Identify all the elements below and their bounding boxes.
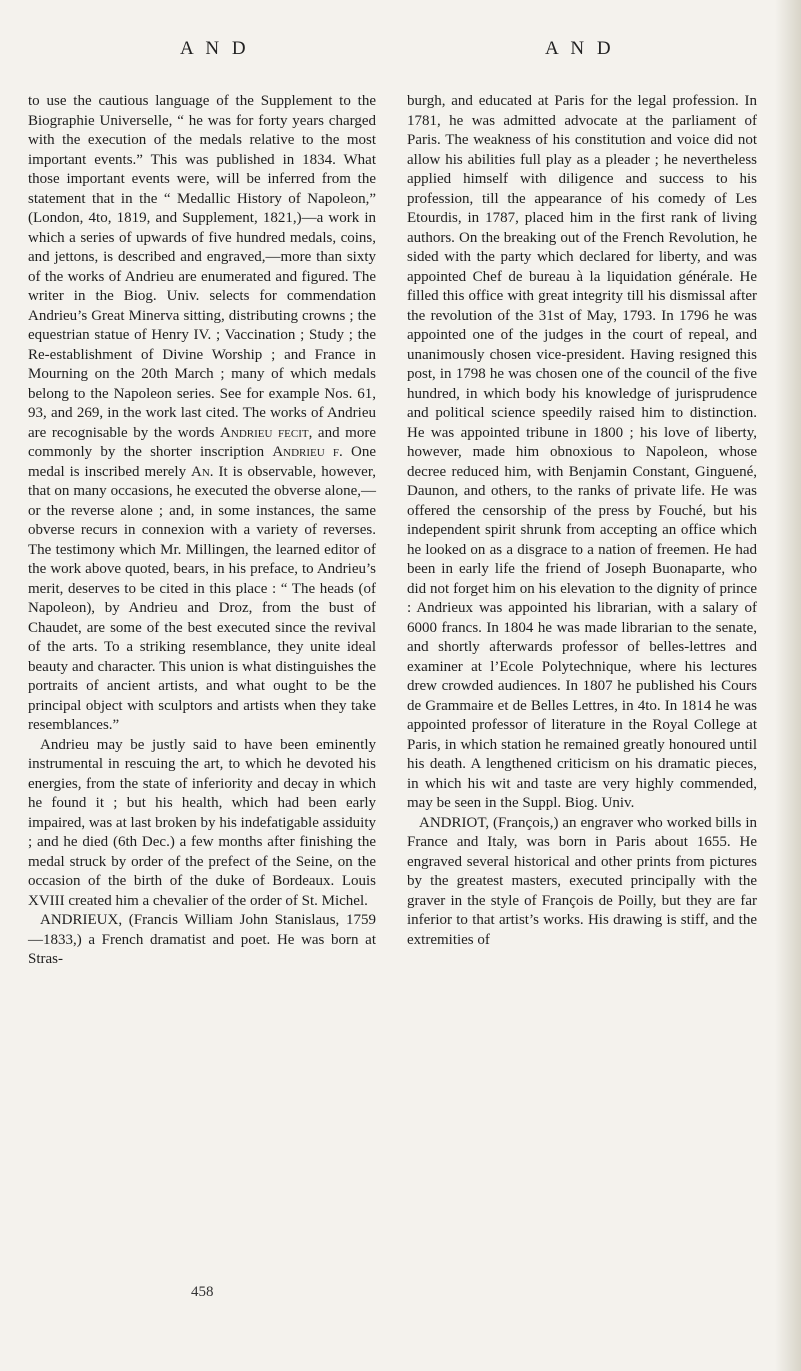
right-column [407,92,757,950]
entry-andriot: ANDRIOT, (François,) an engraver who worked bills in France and Italy, was born in Paris about 1655. He engraved several historical and other prints from pictures by the greatest masters, executed principally with the graver in the style of François de Poilly, but they are far inferior to that artist’s works. His drawing is stiff, and the extremities of [407,814,757,948]
paragraph-text: to use the cautious language of the Supplement to the Biographie Universelle, “ he was for forty years charged with the execution of the medals relative to the most important events.” This was published in 1834. What those important events were, will be inferred from the statement that in the “ Medallic History of Napoleon,” (London, 4to, 1819, and Supplement, 1821,)—a work in which a series of upwards of five hundred medals, coins, and jettons, is described and engraved,—more than sixty of the works of Andrieu are enumerated and figured. The writer in the Biog. Univ. selects for commendation Andrieu’s Great Minerva sitting, distributing crowns ; the equestrian statue of Henry IV. ; Vaccination ; Study ; the Re-establishment of Divine Worship ; and France in Mourning on the 20th March ; many of which medals belong to the Napoleon series. See for example Nos. 61, 93, and 269, in the work last cited. The works of Andrieu are recognisable by the words [28,93,376,441]
small-caps-inscription: Andrieu fecit, [220,424,313,441]
small-caps-inscription: An. [191,463,214,480]
left-column [28,92,376,970]
running-header-right: A N D [545,38,615,59]
paragraph-andrieu-medals [28,92,376,736]
entry-andrieux: ANDRIEUX, (Francis William John Stanislaus, 1759—1833,) a French dramatist and poet. He was born at Stras- [28,912,376,967]
paragraph-andrieu-death: Andrieu may be justly said to have been eminently instrumental in rescuing the art, to which he devoted his energies, from the state of inferiority and decay in which he found it ; but his health, which had been early impaired, was at last broken by his indefatigable assiduity ; and he died (6th Dec.) a few months after finishing the medal struck by order of the prefect of the Seine, on the occasion of the birth of the duke of Bordeaux. Louis XVIII created him a chevalier of the order of St. Michel. [28,736,376,909]
paragraph-text: It is observable, however, that on many occasions, he executed the obverse alone,—or the reverse alone ; and, in some instances, the same obverse recurs in connexion with a variety of reverses. The testimony which Mr. Millingen, the learned editor of the work above quoted, bears, in his preface, to Andrieu’s merit, deserves to be cited in this place : “ The heads (of Napoleon), by Andrieu and Droz, from the bust of Chaudet, are some of the best executed since the revival of the arts. To a striking resemblance, they unite ideal beauty and character. This union is what distinguishes the portraits of ancient artists, and what ought to be the principal object with sculptors and artists when they take resemblances.” [28,463,376,733]
page-number: 458 [191,1284,214,1300]
paragraph-andrieux-biography: burgh, and educated at Paris for the legal profession. In 1781, he was admitted advocate at the parliament of Paris. The weakness of his constitution and voice did not allow his abilities full play as a pleader ; he nevertheless applied himself with diligence and success to his profession, till the appearance of his comedy of Les Etourdis, in 1787, placed him in the first rank of living authors. On the breaking out of the French Revolution, he sided with the party which declared for liberty, and was appointed Chef de bureau à la liquidation générale. He filled this office with great integrity till his dismissal after the revolution of the 31st of May, 1793. In 1796 he was appointed one of the judges in the court of repeal, and unanimously chosen vice-president. Having resigned this post, in 1798 he was chosen one of the council of the five hundred, in which body his knowledge of jurisprudence and political science speedily raised him to distinction. He was appointed tribune in 1800 ; his love of liberty, however, made him obnoxious to Napoleon, whose decree reduced him, with Benjamin Constant, Ginguené, Daunon, and others, to the ranks of private life. He was offered the censorship of the press by Fouché, but his independent spirit shrunk from accepting an office which he looked on as a disgrace to a nation of freemen. He had been in early life the friend of Joseph Buonaparte, who did not forget him on his elevation to the dignity of prince : Andrieux was appointed his librarian, with a salary of 6000 francs. In 1804 he was made librarian to the senate, and shortly afterwards professor of belles-lettres and examiner at l’Ecole Polytechnique, where his lectures drew crowded audiences. In 1807 he published his Cours de Grammaire et de Belles Lettres, in 4to. In 1814 he was appointed professor of literature in the Royal College at Paris, in which station he remained greatly honoured until his death. A lengthened criticism on his dramatic pieces, in which his wit and taste are very highly commended, may be seen in the Suppl. Biog. Univ. [407,93,757,811]
small-caps-inscription: Andrieu f. [272,444,343,460]
paragraph-text: One medal is inscribed merely [28,444,376,480]
running-header-left: A N D [180,38,250,59]
page-edge-shadow [775,0,801,1371]
paragraph-text: and more commonly by the shorter inscription [28,424,376,460]
